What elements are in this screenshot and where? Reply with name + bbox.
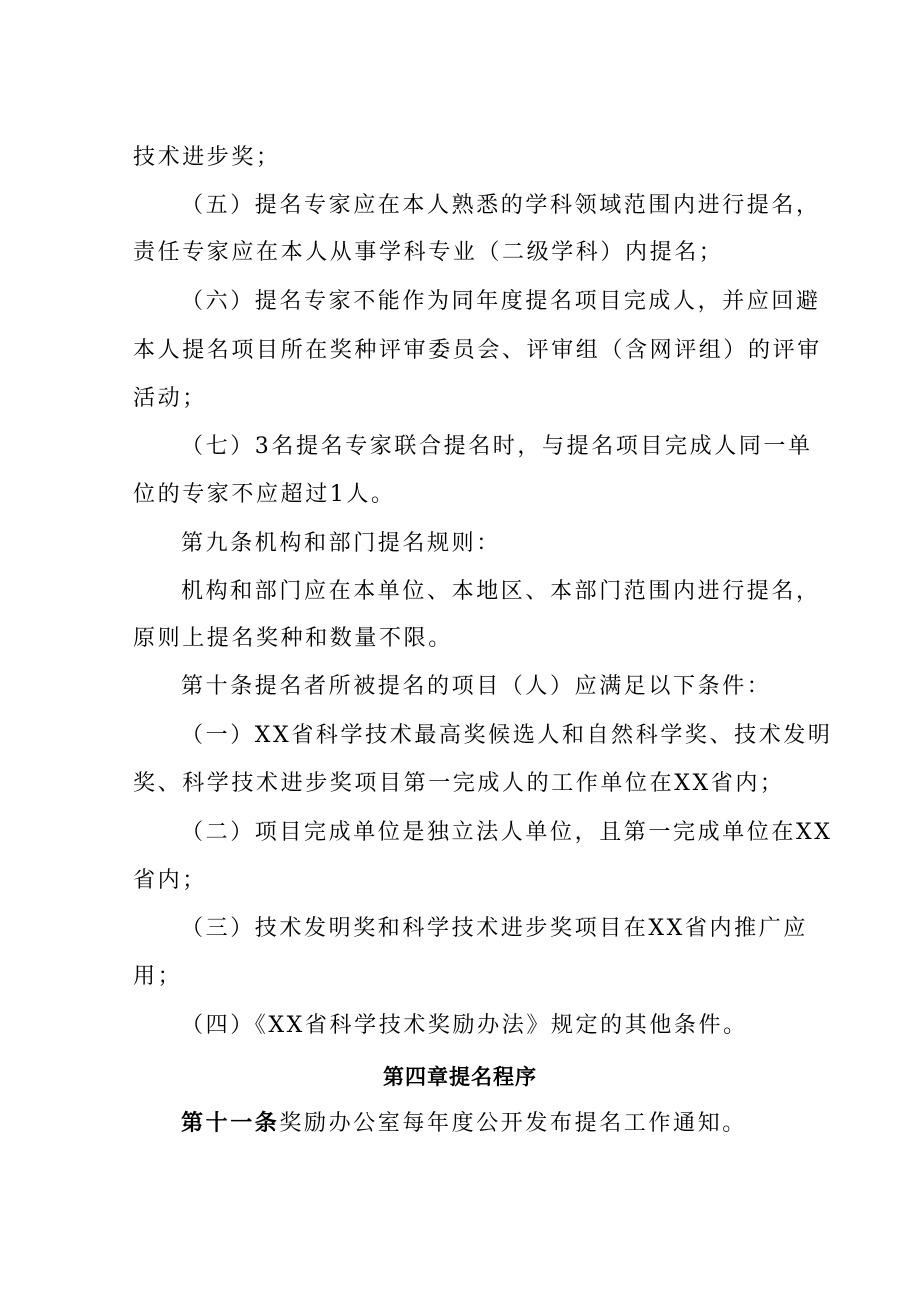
- paragraph-line: （三）技术发明奖和科学技术进步奖项目在XX省内推广应: [181, 916, 808, 941]
- paragraph-line: 本人提名项目所在奖种评审委员会、评审组（含网评组）的评审: [133, 338, 822, 363]
- paragraph-line: 奖、科学技术进步奖项目第一完成人的工作单位在XX省内；: [133, 771, 785, 796]
- paragraph-line: 活动；: [133, 386, 207, 411]
- paragraph-line: 技术进步奖；: [133, 145, 281, 170]
- article-10-heading: 第十条提名者所被提名的项目（人）应满足以下条件：: [181, 674, 772, 699]
- paragraph-line: （七）3名提名专家联合提名时，与提名项目完成人同一单: [181, 434, 813, 459]
- article-11-text: 奖励办公室每年度公开发布提名工作通知。: [279, 1111, 747, 1136]
- paragraph-line: 责任专家应在本人从事学科专业（二级学科）内提名；: [133, 240, 724, 265]
- paragraph-line: （五）提名专家应在本人熟悉的学科领域范围内进行提名，: [181, 193, 821, 218]
- paragraph-line: （一）XX省科学技术最高奖候选人和自然科学奖、技术发明: [181, 723, 833, 748]
- article-9-heading: 第九条机构和部门提名规则：: [181, 531, 501, 556]
- paragraph-line: 用；: [133, 964, 183, 989]
- paragraph-line: （六）提名专家不能作为同年度提名项目完成人，并应回避: [181, 289, 821, 314]
- article-11-label: 第十一条: [181, 1110, 280, 1136]
- chapter-heading: 第四章提名程序: [383, 1064, 537, 1089]
- paragraph-line: 机构和部门应在本单位、本地区、本部门范围内进行提名，: [181, 579, 821, 604]
- paragraph-line: 原则上提名奖种和数量不限。: [133, 626, 453, 651]
- paragraph-line: 省内；: [133, 868, 207, 893]
- paragraph-line: （二）项目完成单位是独立法人单位，且第一完成单位在XX: [181, 820, 833, 845]
- paragraph-line: 位的专家不应超过1人。: [133, 482, 396, 507]
- article-11-line: [181, 1108, 747, 1139]
- paragraph-line: （四）《XX省科学技术奖励办法》规定的其他条件。: [181, 1013, 748, 1038]
